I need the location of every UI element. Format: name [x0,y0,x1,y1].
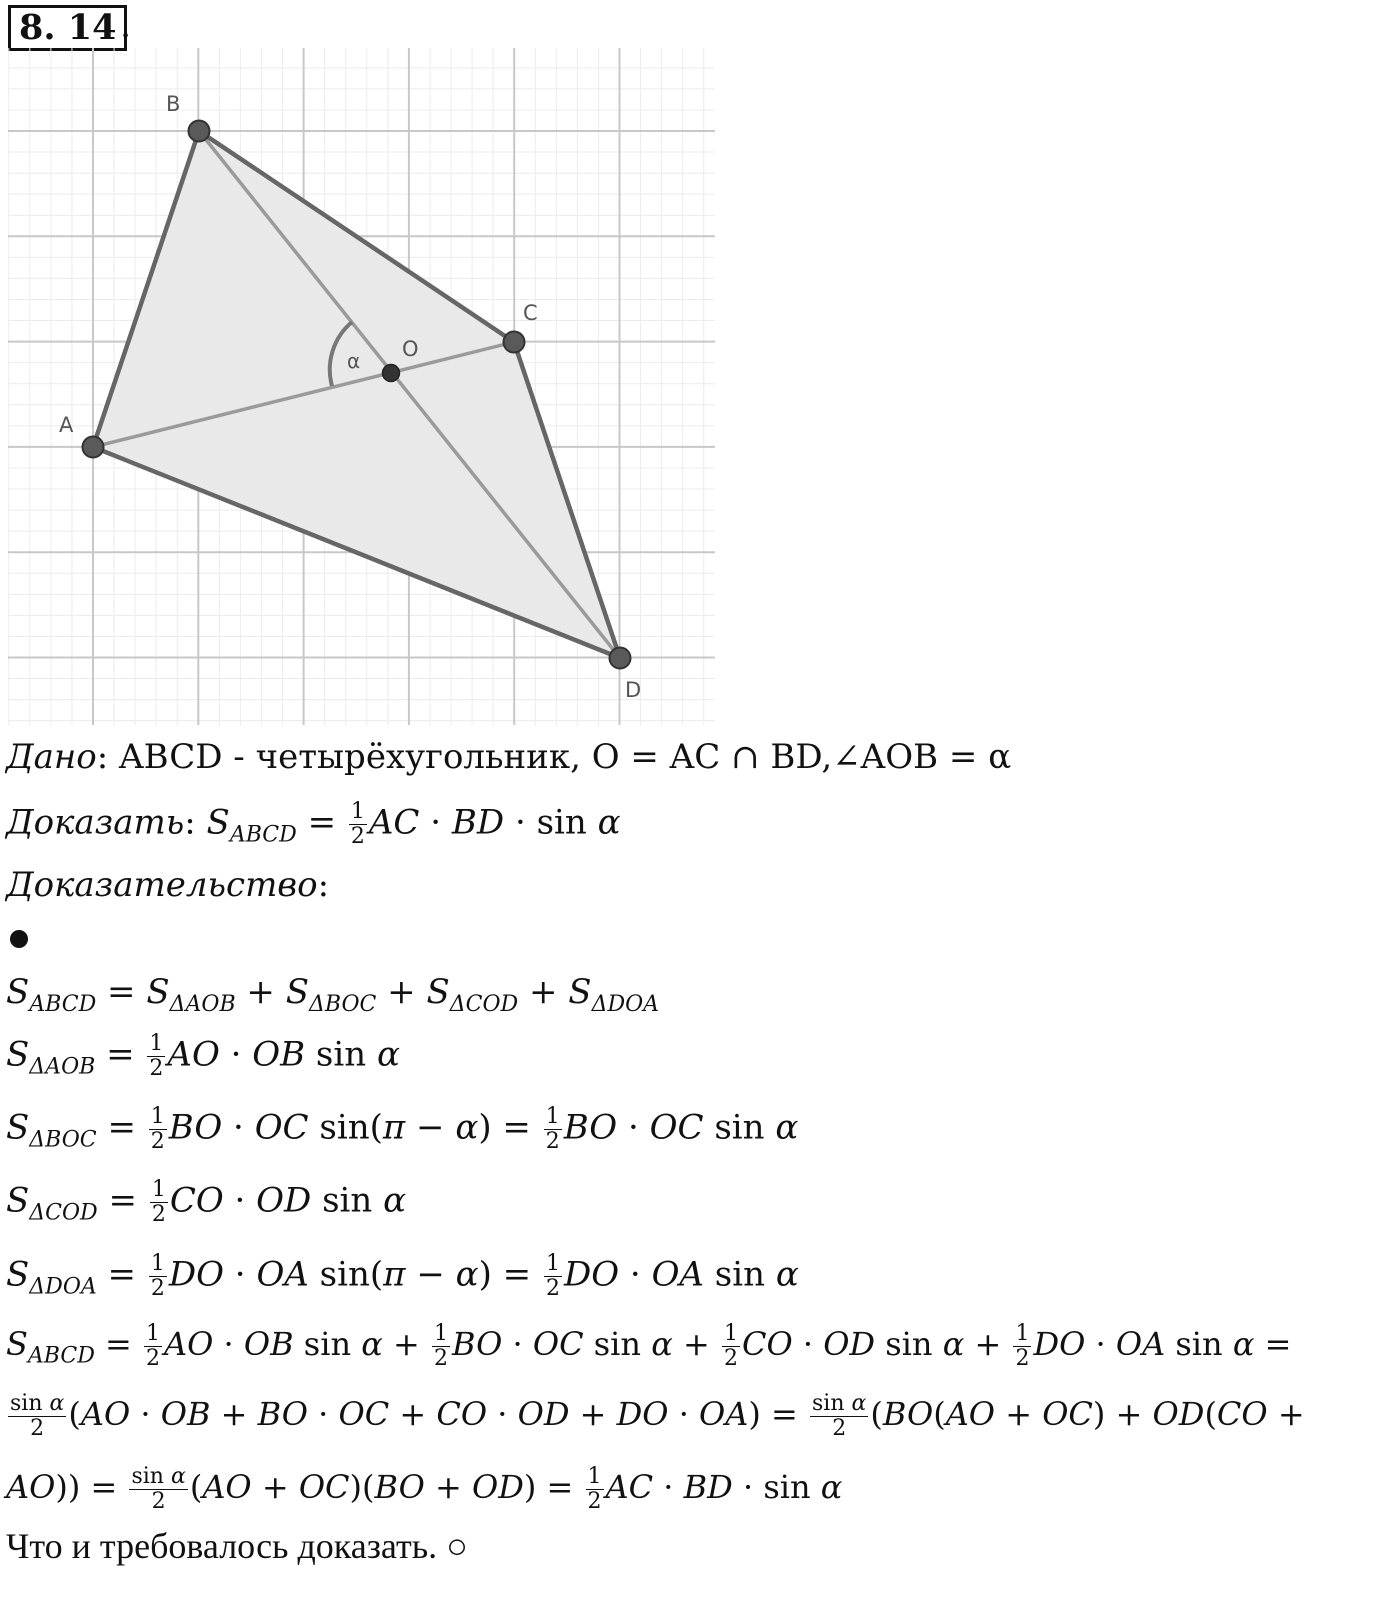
label-o: O [402,337,419,361]
proof-label: Доказательство [6,865,318,905]
formula-line-8: AO)) = $\frac{\text{sin α}}{2}$ (AO + OC)(BO + OD) = $\frac{1}{2}$ AC · BD · sin α [6,1464,843,1515]
prove-line: Доказать: $S_{ABCD}$ = $\frac{1}{2}$ AC · BD · sin α [6,799,621,850]
point-b [189,121,210,142]
given-label: Дано [6,737,97,777]
angle-alpha-label: α [347,349,361,373]
problem-number: 8. 14 [8,5,127,51]
formula-line-4: $S_{\Delta COD}$ = $\frac{1}{2}$ CO · OD sin α [6,1177,407,1228]
formula-line-3: $S_{\Delta BOC}$ = $\frac{1}{2}$ BO · OC sin(π − α) = $\frac{1}{2}$ BO · OC sin α [6,1104,799,1155]
bullet-icon [10,930,28,948]
point-c [504,332,525,353]
formula-line-5: $S_{\Delta DOA}$ = $\frac{1}{2}$ DO · OA sin(π − α) = $\frac{1}{2}$ DO · OA sin α [6,1251,799,1302]
label-a: A [59,413,74,437]
point-d [610,648,631,669]
point-o [383,365,400,382]
given-body: : ABCD - четырёхугольник, O = AC ∩ BD,∠AOB = α [96,737,1012,777]
proof-line [6,865,330,905]
label-b: B [166,92,181,116]
formula-line-6: $S_{ABCD}$ = $\frac{1}{2}$ AO · OB sin α + $\frac{1}{2}$ BO · OC sin α + $\frac{1}{2}$ CO · OD sin α + $\frac{1}{2}$ DO · OA sin α = [6,1321,1292,1372]
quadrilateral-figure [0,48,720,733]
conclusion-text: Что и требовалось доказать. ○ [6,1526,468,1566]
given-line [6,737,1012,777]
fraction-half: $\frac{1}{2}$ [350,799,365,850]
problem-number-dot: . [120,6,132,46]
prove-label: Доказать [6,802,185,843]
point-a [83,437,104,458]
formula-line-1: $S_{ABCD} = S_{\Delta AOB} + S_{\Delta BOC} + S_{\Delta COD} + S_{\Delta DOA}$ [6,972,660,1017]
label-c: C [523,301,538,325]
label-d: D [625,678,642,702]
formula-line-7: $\frac{\text{sin α}}{2}$ (AO · OB + BO · OC + CO · OD + DO · OA) = $\frac{\text{sin α}}{2}$ (BO(AO + OC) + OD(CO + [10,1391,1305,1442]
formula-line-2: $S_{\Delta AOB}$ = $\frac{1}{2}$ AO · OB sin α [6,1031,400,1082]
proof-colon: : [317,865,330,905]
